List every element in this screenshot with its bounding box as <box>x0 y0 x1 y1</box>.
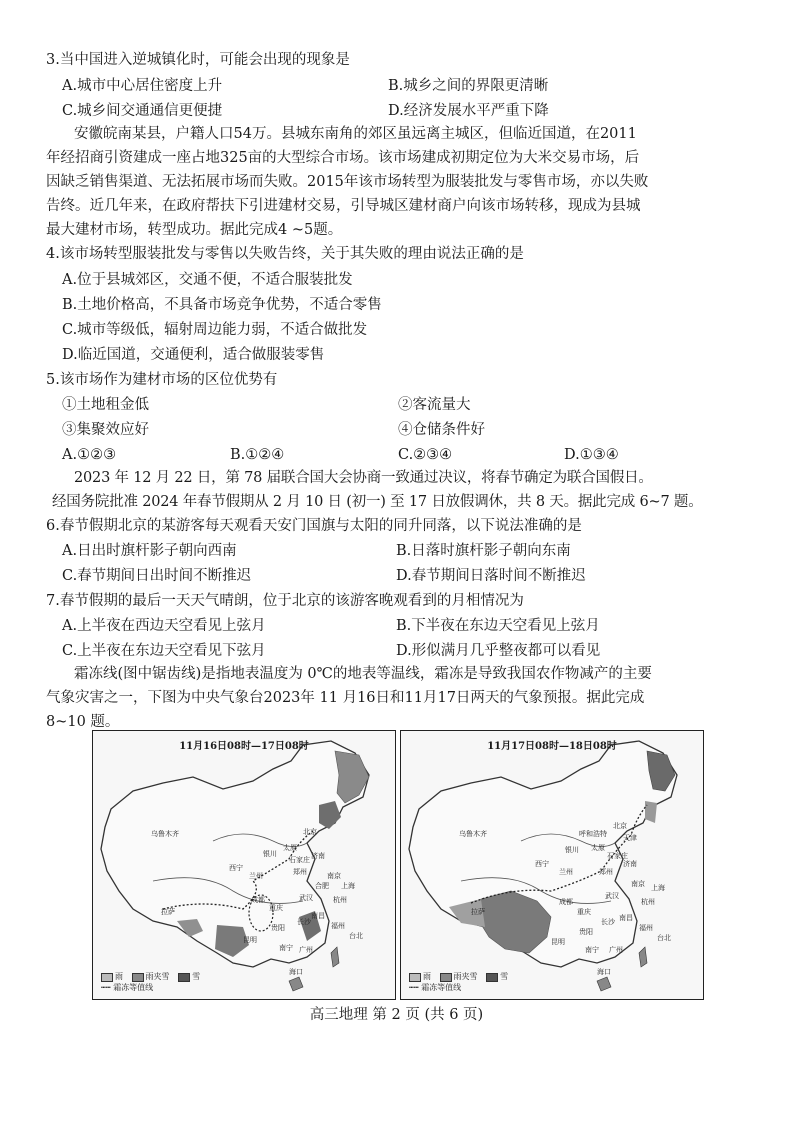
q7-option-d: D.形似满月几乎整夜都可以看见 <box>396 643 601 659</box>
map-legend: 雨 雨夹雪 雪 ┅┅ 霜冻等值线 <box>101 972 201 992</box>
q6-option-a: A.日出时旗杆影子朝向西南 <box>62 543 237 559</box>
passage-line: 霜冻线(图中锯齿线)是指地表温度为 0℃的地表等温线，霜冻是导致我国农作物减产的主要 <box>74 666 652 682</box>
city-label: 兰州 <box>249 872 263 880</box>
city-label: 广州 <box>609 946 623 954</box>
q3-stem: 3.当中国进入逆城镇化时，可能会出现的现象是 <box>46 52 350 68</box>
passage-line: 经国务院批准 2024 年春节假期从 2 月 10 日 (初一) 至 17 日放假调休，共 8 天。据此完成 6~7 题。 <box>52 494 703 510</box>
map-title: 11月17日08时—18日08时 <box>487 741 617 752</box>
city-label: 银川 <box>565 846 579 854</box>
city-label: 石家庄 <box>607 852 628 860</box>
q7-option-c: C.上半夜在东边天空看见下弦月 <box>62 643 266 659</box>
legend-swatch-rain <box>409 973 421 982</box>
city-label: 上海 <box>341 882 355 890</box>
city-label: 海口 <box>289 968 303 976</box>
q6-option-d: D.春节期间日落时间不断推迟 <box>396 568 586 584</box>
city-label: 拉萨 <box>471 908 485 916</box>
q4-option-c: C.城市等级低，辐射周边能力弱，不适合做批发 <box>62 322 368 338</box>
passage-line: 8~10 题。 <box>46 714 120 730</box>
city-label: 呼和浩特 <box>579 830 607 838</box>
city-label: 西宁 <box>229 864 243 872</box>
city-label: 重庆 <box>269 904 283 912</box>
passage-line: 因缺乏销售渠道、无法拓展市场而失败。2015年该市场转型为服装批发与零售市场，亦以失败 <box>46 174 649 190</box>
city-label: 成都 <box>251 896 265 904</box>
city-label: 武汉 <box>299 894 313 902</box>
city-label: 长沙 <box>601 918 615 926</box>
passage-line: 年经招商引资建成一座占地325亩的大型综合市场。该市场建成初期定位为大米交易市场，后 <box>46 150 640 166</box>
city-label: 太原 <box>591 844 605 852</box>
q5-item-2: ②客流量大 <box>398 397 471 413</box>
city-label: 太原 <box>283 844 297 852</box>
city-label: 南京 <box>327 872 341 880</box>
city-label: 长沙 <box>297 918 311 926</box>
city-label: 西宁 <box>535 860 549 868</box>
city-label: 济南 <box>311 852 325 860</box>
q6-option-c: C.春节期间日出时间不断推迟 <box>62 568 252 584</box>
q3-option-d: D.经济发展水平严重下降 <box>388 103 549 119</box>
city-label: 南昌 <box>619 914 633 922</box>
passage-line: 气象灾害之一，下图为中央气象台2023年 11 月16日和11月17日两天的气象预报。据此完成 <box>46 690 645 706</box>
q3-option-a: A.城市中心居住密度上升 <box>62 78 223 94</box>
page-footer: 高三地理 第 2 页 (共 6 页) <box>309 1007 484 1023</box>
city-label: 台北 <box>657 934 671 942</box>
passage-line: 最大建材市场，转型成功。据此完成4 ~5题。 <box>46 222 343 238</box>
city-label: 昆明 <box>243 936 257 944</box>
map-legend: 雨 雨夹雪 雪 ┅┅ 霜冻等值线 <box>409 972 509 992</box>
city-label: 南宁 <box>585 946 599 954</box>
city-label: 合肥 <box>315 882 329 890</box>
city-label: 南昌 <box>311 912 325 920</box>
city-label: 兰州 <box>559 868 573 876</box>
city-label: 杭州 <box>641 898 655 906</box>
weather-map-nov17 <box>400 730 704 1000</box>
passage-frost <box>46 662 758 734</box>
city-label: 北京 <box>303 828 317 836</box>
passage-line: 告终。近几年来，在政府帮扶下引进建材交易，引导城区建材商户向该市场转移，现成为县城 <box>46 198 641 214</box>
legend-swatch-rain <box>101 973 113 982</box>
q4-stem: 4.该市场转型服装批发与零售以失败告终，关于其失败的理由说法正确的是 <box>46 246 524 262</box>
legend-frost-line: ┅┅ 霜冻等值线 <box>101 983 154 992</box>
passage-market <box>46 122 758 242</box>
city-label: 郑州 <box>293 868 307 876</box>
q5-option-c: C.②③④ <box>398 447 453 463</box>
city-label: 福州 <box>331 922 345 930</box>
city-label: 天津 <box>623 834 637 842</box>
q4-option-a: A.位于县城郊区，交通不便，不适合服装批发 <box>62 272 353 288</box>
q7-option-b: B.下半夜在东边天空看见上弦月 <box>396 618 600 634</box>
city-label: 武汉 <box>605 892 619 900</box>
q5-option-a: A.①②③ <box>62 447 117 463</box>
city-label: 上海 <box>651 884 665 892</box>
city-label: 北京 <box>613 822 627 830</box>
city-label: 杭州 <box>333 896 347 904</box>
map-title: 11月16日08时—17日08时 <box>179 741 309 752</box>
q5-option-b: B.①②④ <box>230 447 285 463</box>
legend-frost-line: ┅┅ 霜冻等值线 <box>409 983 462 992</box>
passage-line: 2023 年 12 月 22 日，第 78 届联合国大会协商一致通过决议，将春节确定为联合国假日。 <box>74 470 653 486</box>
city-label: 海口 <box>597 968 611 976</box>
city-label: 成都 <box>559 898 573 906</box>
city-label: 拉萨 <box>161 908 175 916</box>
q5-item-1: ①土地租金低 <box>62 397 149 413</box>
city-label: 广州 <box>299 946 313 954</box>
china-outline-map <box>401 731 703 999</box>
legend-swatch-snow <box>486 973 498 982</box>
china-outline-map <box>93 731 395 999</box>
legend-swatch-sleet <box>440 973 452 982</box>
q6-stem: 6.春节假期北京的某游客每天观看天安门国旗与太阳的同升同落，以下说法准确的是 <box>46 518 582 534</box>
passage-line: 安徽皖南某县，户籍人口54万。县城东南角的郊区虽远离主城区，但临近国道，在2011 <box>74 126 637 142</box>
city-label: 昆明 <box>551 938 565 946</box>
q7-option-a: A.上半夜在西边天空看见上弦月 <box>62 618 266 634</box>
city-label: 福州 <box>639 924 653 932</box>
q7-stem: 7.春节假期的最后一天天气晴朗，位于北京的该游客晚观看到的月相情况为 <box>46 593 524 609</box>
city-label: 济南 <box>623 860 637 868</box>
city-label: 贵阳 <box>579 928 593 936</box>
q3-option-b: B.城乡之间的界限更清晰 <box>388 78 549 94</box>
legend-swatch-sleet <box>132 973 144 982</box>
city-label: 重庆 <box>577 908 591 916</box>
q5-item-3: ③集聚效应好 <box>62 422 149 438</box>
q6-option-b: B.日落时旗杆影子朝向东南 <box>396 543 571 559</box>
city-label: 南宁 <box>279 944 293 952</box>
q5-item-4: ④仓储条件好 <box>398 422 485 438</box>
q5-option-d: D.①③④ <box>564 447 619 463</box>
city-label: 银川 <box>263 850 277 858</box>
city-label: 台北 <box>349 932 363 940</box>
legend-swatch-snow <box>178 973 190 982</box>
q4-option-b: B.土地价格高，不具备市场竞争优势，不适合零售 <box>62 297 382 313</box>
city-label: 郑州 <box>599 868 613 876</box>
city-label: 南京 <box>631 880 645 888</box>
q3-option-c: C.城乡间交通通信更便捷 <box>62 103 223 119</box>
city-label: 石家庄 <box>289 856 310 864</box>
city-label: 贵阳 <box>271 924 285 932</box>
city-label: 乌鲁木齐 <box>459 830 487 838</box>
q4-option-d: D.临近国道，交通便利，适合做服装零售 <box>62 347 325 363</box>
q5-stem: 5.该市场作为建材市场的区位优势有 <box>46 372 278 388</box>
passage-spring-festival <box>46 466 758 514</box>
weather-map-nov16 <box>92 730 396 1000</box>
city-label: 乌鲁木齐 <box>151 830 179 838</box>
